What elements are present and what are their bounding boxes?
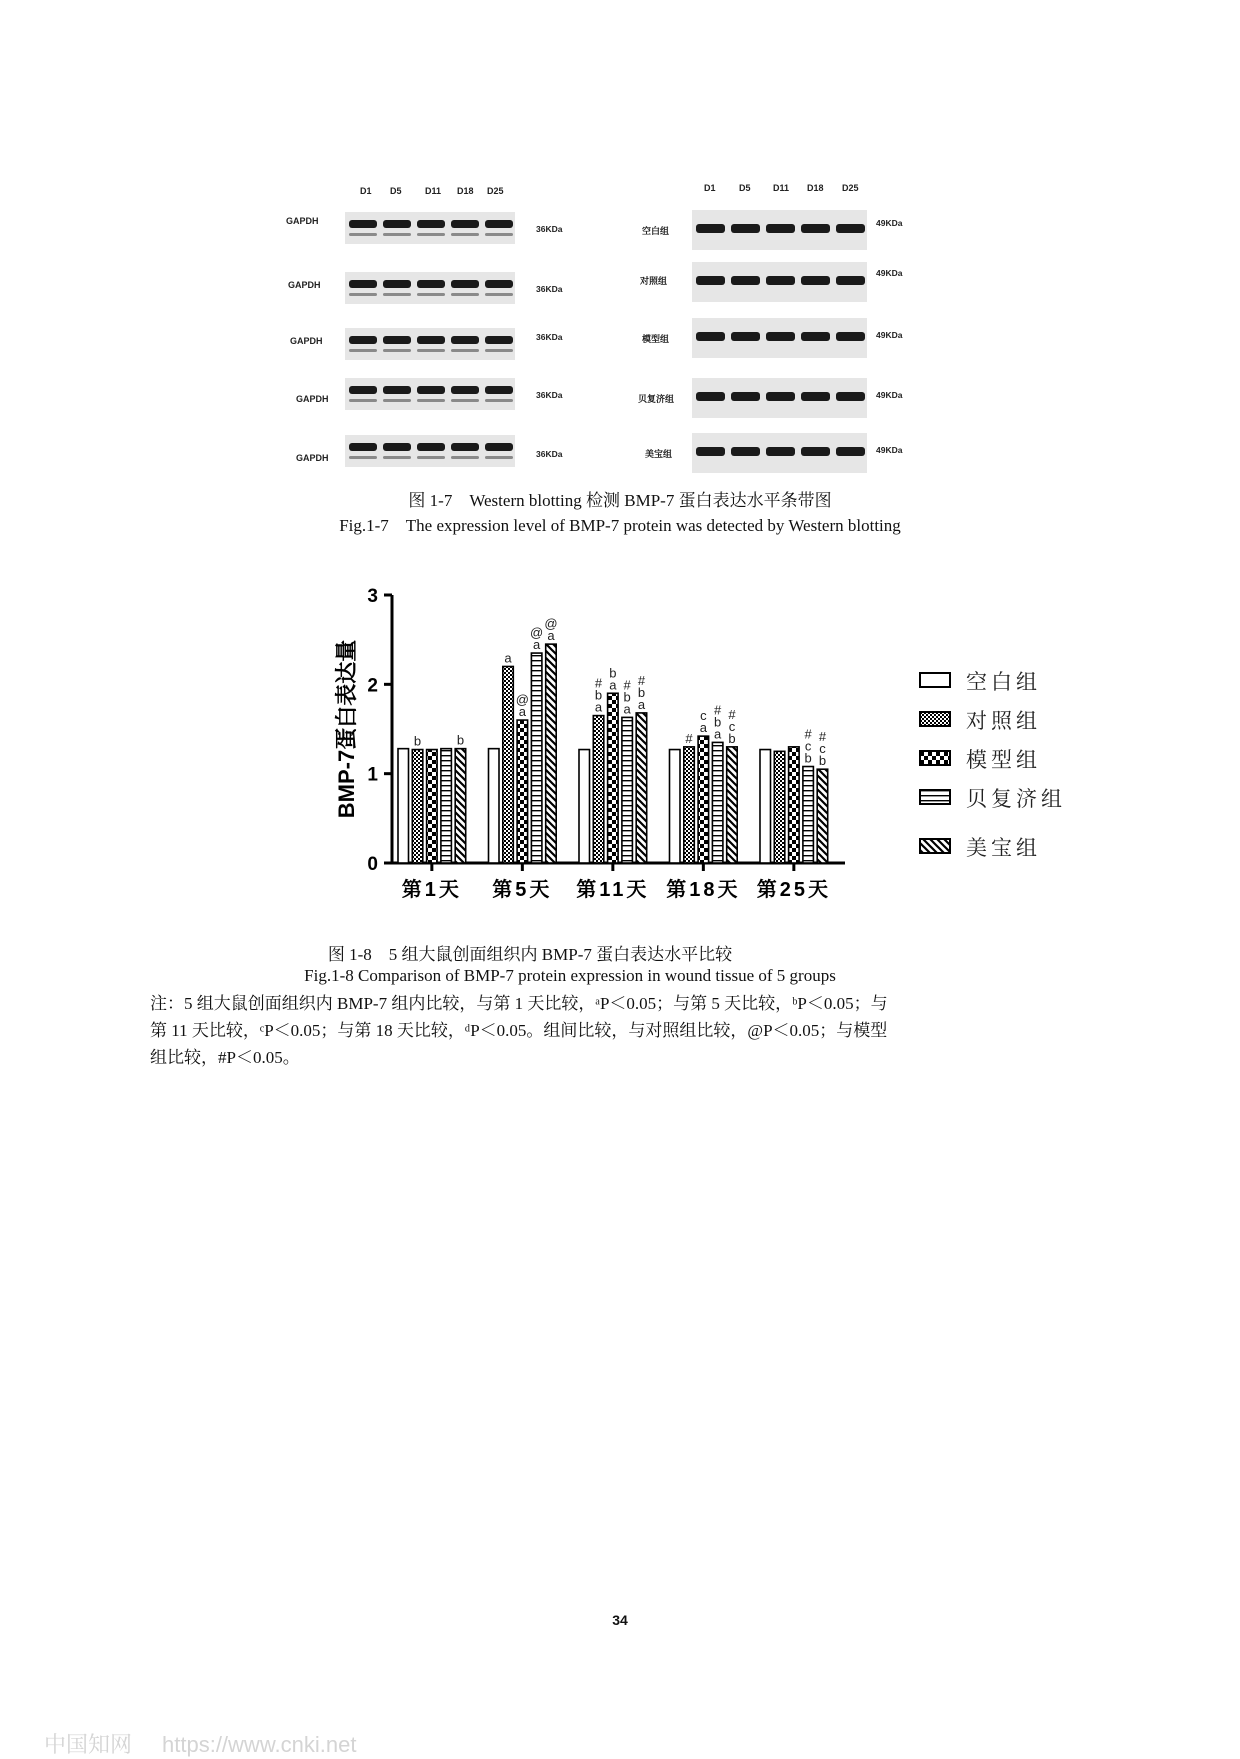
cnki-watermark: [44, 1728, 356, 1759]
bar-hlines: [622, 717, 633, 863]
figure-note: [150, 990, 1105, 1071]
left-lane-label: D5: [390, 186, 402, 196]
bar-open: [760, 750, 771, 863]
legend-swatch-hlines: [920, 790, 950, 804]
right-lane-label: D1: [704, 183, 716, 193]
legend-swatch-diag: [920, 839, 950, 853]
right-lane-label: D18: [807, 183, 824, 193]
bar-diag: [817, 769, 828, 863]
figure-1-8-caption-cn: 图 1-8 5 组大鼠创面组织内 BMP-7 蛋白表达水平比较: [327, 945, 733, 964]
legend-label: 对照组: [966, 710, 1041, 733]
y-tick-label: 3: [367, 586, 378, 607]
significance-label: #: [714, 702, 722, 718]
bar-diag: [546, 644, 557, 863]
bar-checker: [427, 750, 438, 863]
significance-label: a: [637, 696, 646, 712]
watermark-brand: 中国知网: [44, 1732, 133, 1757]
right-kda-label: 49KDa: [876, 330, 903, 340]
significance-label: b: [804, 750, 812, 766]
significance-label: a: [504, 650, 512, 666]
right-kda-label: 49KDa: [876, 218, 903, 228]
left-row-label: GAPDH: [290, 336, 323, 346]
significance-label: @: [515, 692, 529, 708]
left-row-label: GAPDH: [288, 280, 321, 290]
note-line-2: 第 11 天比较，ᶜP＜0.05；与第 18 天比较，ᵈP＜0.05。组间比较，与对照组比较，@P＜0.05；与模型: [150, 1021, 888, 1040]
page-number: 34: [612, 1612, 628, 1628]
right-kda-label: 49KDa: [876, 268, 903, 278]
left-kda-label: 36KDa: [536, 332, 563, 342]
left-kda-label: 36KDa: [536, 449, 563, 459]
significance-label: a: [533, 637, 541, 653]
significance-label: c: [804, 738, 812, 754]
right-row-label: 贝复济组: [638, 394, 675, 404]
significance-label: a: [609, 677, 617, 693]
bar-open: [489, 749, 500, 863]
figure-1-7-caption-cn: 图 1-7 Western blotting 检测 BMP-7 蛋白表达水平条带图: [408, 491, 832, 510]
legend-swatch-open: [920, 673, 950, 687]
significance-label: c: [728, 718, 736, 734]
right-row-label: 模型组: [642, 334, 670, 344]
significance-label: b: [728, 730, 736, 746]
bar-checker: [517, 720, 528, 863]
left-row-label: GAPDH: [286, 216, 319, 226]
bar-diag: [636, 713, 647, 863]
y-tick-label: 1: [367, 764, 378, 786]
bar-fine-check: [503, 666, 514, 863]
significance-label: a: [623, 701, 631, 717]
y-tick-label: 0: [367, 854, 378, 875]
x-tick-label: 第11天: [576, 879, 650, 901]
note-line-1: 注：5 组大鼠创面组织内 BMP-7 组内比较，与第 1 天比较，ᵃP＜0.05；与第 5 天比较，ᵇP＜0.05；与: [150, 994, 888, 1013]
significance-label: b: [818, 753, 827, 769]
legend-label: 空白组: [966, 671, 1041, 694]
significance-label: b: [594, 687, 603, 703]
x-tick-label: 第25天: [756, 879, 831, 901]
significance-label: #: [623, 677, 631, 693]
left-lane-label: D11: [425, 186, 442, 196]
significance-label: a: [714, 726, 722, 742]
right-lane-label: D11: [773, 183, 790, 193]
figure-1-7-caption-en: Fig.1-7 The expression level of BMP-7 protein was detected by Western blotting: [339, 516, 901, 535]
right-kda-label: 49KDa: [876, 390, 903, 400]
significance-label: a: [518, 704, 526, 720]
bar-open: [670, 750, 681, 863]
bar-checker: [789, 747, 800, 863]
left-lane-label: D25: [487, 186, 504, 196]
legend-label: 模型组: [966, 749, 1041, 772]
left-lane-label: D18: [457, 186, 474, 196]
bar-fine-check: [774, 751, 785, 863]
y-axis-title: BMP-7蛋白表达量: [334, 639, 359, 819]
significance-label: @: [530, 625, 544, 641]
x-tick-label: 第18天: [666, 879, 741, 901]
left-kda-label: 36KDa: [536, 284, 563, 294]
figure-1-8-caption-en: Fig.1-8 Comparison of BMP-7 protein expression in wound tissue of 5 groups: [304, 966, 836, 985]
legend-swatch-fine-check: [920, 712, 950, 726]
significance-label: #: [685, 730, 693, 746]
bar-checker: [698, 736, 709, 863]
significance-label: b: [714, 714, 722, 730]
legend-swatch-checker: [920, 751, 950, 765]
significance-label: b: [456, 732, 465, 748]
significance-label: #: [818, 729, 827, 745]
legend-label: 贝复济组: [966, 788, 1066, 811]
significance-label: c: [700, 708, 707, 724]
left-row-label: GAPDH: [296, 453, 329, 463]
left-row-label: GAPDH: [296, 394, 329, 404]
significance-label: b: [637, 684, 646, 700]
y-tick-label: 2: [367, 675, 378, 697]
significance-label: b: [623, 689, 631, 705]
bar-open: [579, 750, 590, 863]
bar-diag: [727, 747, 738, 863]
significance-label: c: [819, 741, 826, 757]
bar-hlines: [712, 742, 723, 863]
significance-label: #: [804, 726, 812, 742]
significance-label: @: [544, 616, 558, 632]
bar-diag: [455, 749, 466, 863]
bar-checker: [608, 693, 619, 863]
right-kda-label: 49KDa: [876, 445, 903, 455]
right-row-label: 对照组: [640, 276, 668, 286]
significance-label: #: [728, 706, 736, 722]
note-line-3: 组比较，#P＜0.05。: [150, 1048, 300, 1067]
bar-fine-check: [412, 750, 423, 863]
right-row-label: 空白组: [642, 226, 670, 236]
bar-open: [398, 749, 409, 863]
significance-label: b: [609, 665, 617, 681]
significance-label: a: [547, 628, 555, 644]
significance-label: b: [413, 733, 422, 749]
watermark-url[interactable]: https://www.cnki.net: [162, 1732, 357, 1757]
left-kda-label: 36KDa: [536, 390, 563, 400]
right-lane-label: D25: [842, 183, 859, 193]
significance-label: #: [637, 672, 646, 688]
right-lane-label: D5: [739, 183, 751, 193]
x-tick-label: 第5天: [492, 879, 553, 901]
significance-label: a: [699, 720, 707, 736]
bar-fine-check: [593, 716, 604, 863]
bar-hlines: [531, 653, 542, 863]
left-kda-label: 36KDa: [536, 224, 563, 234]
significance-label: a: [594, 699, 603, 715]
bar-hlines: [441, 749, 452, 863]
legend-label: 美宝组: [966, 837, 1041, 860]
significance-label: #: [594, 675, 603, 691]
bar-hlines: [803, 767, 814, 863]
right-row-label: 美宝组: [645, 449, 673, 459]
bar-fine-check: [684, 747, 695, 863]
left-lane-label: D1: [360, 186, 372, 196]
x-tick-label: 第1天: [401, 879, 462, 901]
